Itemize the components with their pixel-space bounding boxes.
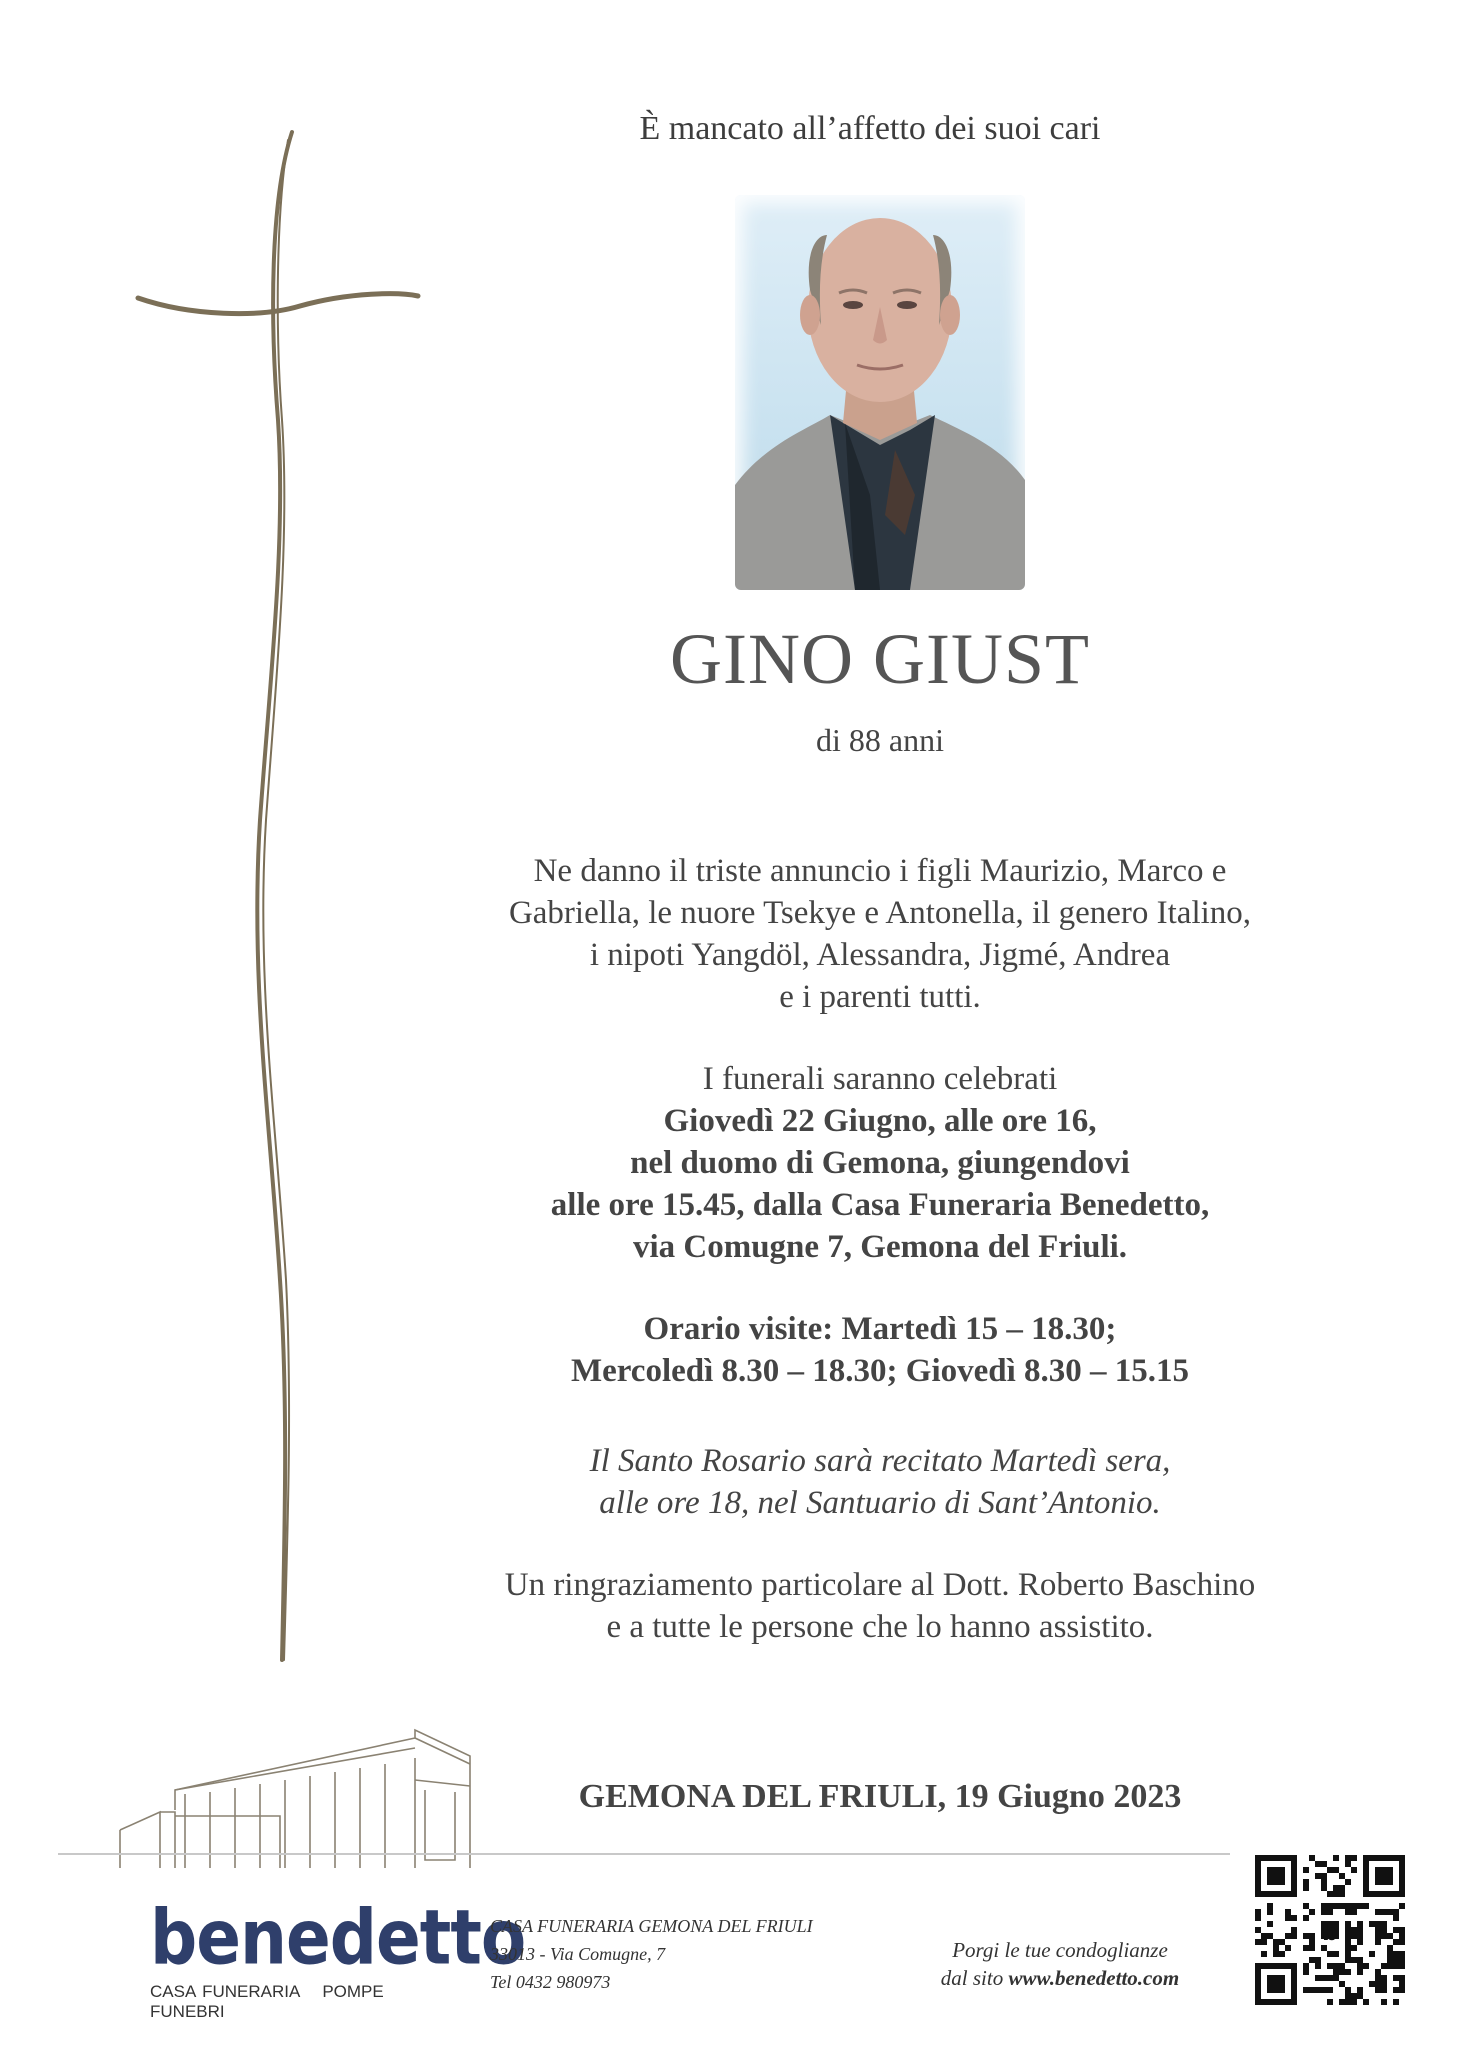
text-line: alle ore 18, nel Santuario di Sant’Antonio. — [599, 1485, 1161, 1521]
logo-sub-2: POMPE FUNEBRI — [150, 1982, 384, 2021]
place-date: GEMONA DEL FRIULI, 19 Giugno 2023 — [578, 1778, 1182, 1815]
text-line: e i parenti tutti. — [779, 979, 981, 1015]
intro-text: È mancato all’affetto dei suoi cari — [639, 110, 1101, 147]
announcement-paragraph — [420, 850, 1340, 1018]
deceased-name: GINO GIUST — [670, 619, 1090, 699]
text-line: Orario visite: Martedì 15 – 18.30; — [643, 1311, 1117, 1347]
visits-paragraph — [420, 1308, 1340, 1392]
text-line: Gabriella, le nuore Tsekye e Antonella, il genero Italino, — [508, 895, 1252, 931]
building-illustration — [115, 1720, 495, 1870]
footer-divider — [58, 1853, 1230, 1855]
text-line: Mercoledì 8.30 – 18.30; Giovedì 8.30 – 15.15 — [570, 1353, 1190, 1389]
address-line: Tel 0432 980973 — [490, 1972, 611, 1992]
condolences-note — [900, 1936, 1220, 1992]
logo-sub-1: CASA FUNERARIA — [150, 1982, 301, 2001]
text-line: Giovedì 22 Giugno, alle ore 16, — [663, 1103, 1097, 1139]
text-line: via Comugne 7, Gemona del Friuli. — [632, 1229, 1128, 1265]
condolences-line: Porgi le tue condoglianze — [952, 1938, 1168, 1962]
funeral-intro: I funerali saranno celebrati — [702, 1061, 1058, 1097]
logo-subtitle — [150, 1982, 440, 2022]
funeral-paragraph — [420, 1058, 1340, 1268]
funeral-home-address — [490, 1912, 813, 1996]
text-line: alle ore 15.45, dalla Casa Funeraria Benedetto, — [550, 1187, 1210, 1223]
cross-icon — [120, 120, 440, 1680]
logo-wordmark: benedetto — [150, 1893, 526, 1982]
benedetto-logo — [150, 1893, 526, 2022]
text-line: nel duomo di Gemona, giungendovi — [630, 1145, 1130, 1181]
rosary-paragraph — [420, 1440, 1340, 1524]
text-line: i nipoti Yangdöl, Alessandra, Jigmé, Andrea — [589, 937, 1171, 973]
qr-code-icon[interactable] — [1255, 1855, 1405, 2005]
text-line: Un ringraziamento particolare al Dott. Roberto Baschino — [504, 1567, 1256, 1603]
condolences-prefix: dal sito — [940, 1966, 1009, 1990]
text-line: e a tutte le persone che lo hanno assistito. — [606, 1609, 1154, 1645]
text-line: Ne danno il triste annuncio i figli Maurizio, Marco e — [533, 853, 1227, 889]
thanks-paragraph — [420, 1564, 1340, 1648]
address-line: CASA FUNERARIA GEMONA DEL FRIULI — [490, 1916, 813, 1936]
portrait-photo — [735, 195, 1025, 590]
website-link[interactable]: www.benedetto.com — [1008, 1966, 1180, 1990]
address-line: 33013 - Via Comugne, 7 — [490, 1944, 666, 1964]
svg-text:b: b — [1322, 1921, 1338, 1946]
deceased-age: di 88 anni — [816, 722, 944, 758]
text-line: Il Santo Rosario sarà recitato Martedì sera, — [589, 1443, 1171, 1479]
